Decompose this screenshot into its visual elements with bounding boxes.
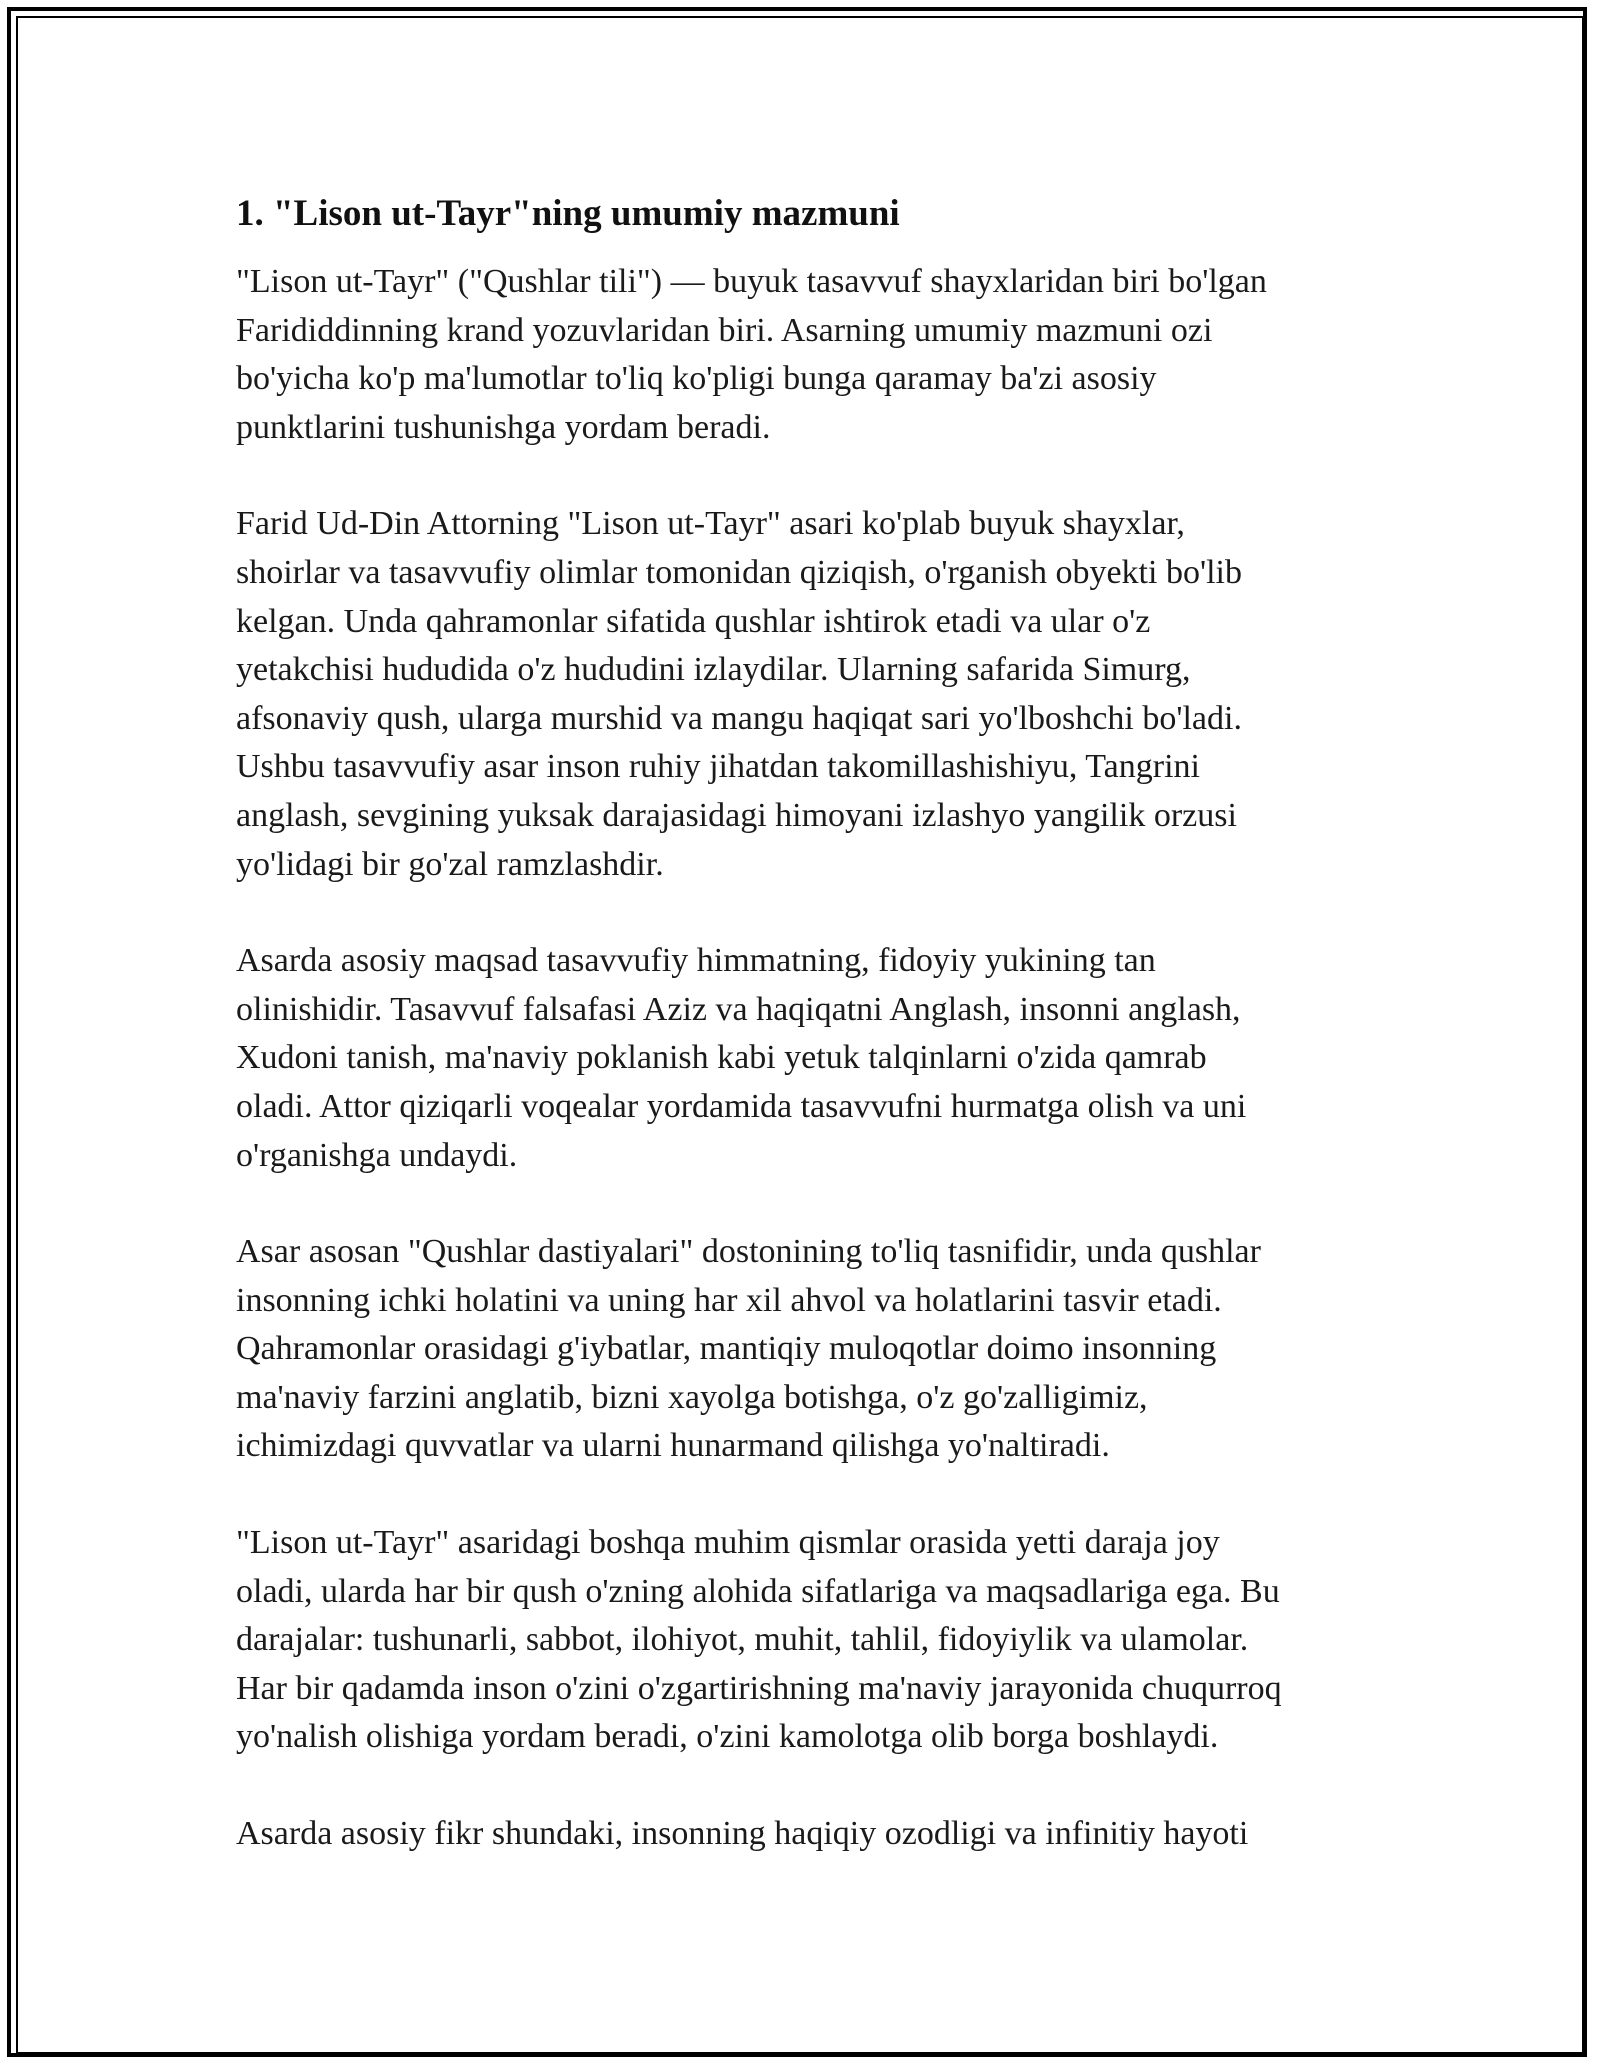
text-line: Asarda asosiy maqsad tasavvufiy himmatning, fidoyiy yukining tan [236,942,1156,980]
paragraph-3 [236,937,1376,1180]
text-line: darajalar: tushunarli, sabbot, ilohiyot, muhit, tahlil, fidoyiylik va ulamolar. [236,1621,1249,1659]
text-line: Farid Ud-Din Attorning "Lison ut-Tayr" asari ko'plab buyuk shayxlar, [236,505,1185,543]
text-line: bo'yicha ko'p ma'lumotlar to'liq ko'pligi bunga qaramay ba'zi asosiy [236,360,1157,398]
text-line: afsonaviy qush, ularga murshid va mangu haqiqat sari yo'lboshchi bo'ladi. [236,699,1242,737]
document-body [236,190,1376,1907]
paragraph-5 [236,1519,1376,1762]
text-line: "Lison ut-Tayr" ("Qushlar tili") — buyuk tasavvuf shayxlaridan biri bo'lgan [236,263,1267,300]
paragraph-6 [236,1810,1376,1859]
text-line: Qahramonlar orasidagi g'iybatlar, mantiqiy muloqotlar doimo insonning [236,1330,1217,1368]
section-heading: 1. "Lison ut-Tayr"ning umumiy mazmuni [236,193,900,234]
text-line: insonning ichki holatini va uning har xil ahvol va holatlarini tasvir etadi. [236,1281,1222,1319]
text-line: kelgan. Unda qahramonlar sifatida qushlar ishtirok etadi va ular o'z [236,602,1151,640]
text-line: Ushbu tasavvufiy asar inson ruhiy jihatdan takomillashishiyu, Tangrini [236,748,1200,786]
text-line: o'rganishga undaydi. [236,1136,518,1174]
text-line: yo'nalish olishiga yordam beradi, o'zini kamolotga olib borga boshlaydi. [236,1718,1219,1756]
text-line: yo'lidagi bir go'zal ramzlashdir. [236,845,664,883]
text-line: Asar asosan "Qushlar dastiyalari" dostonining to'liq tasnifidir, unda qushlar [236,1233,1261,1271]
text-line: Har bir qadamda inson o'zini o'zgartirishning ma'naviy jarayonida chuqurroq [236,1669,1282,1707]
text-line: Asarda asosiy fikr shundaki, insonning haqiqiy ozodligi va infinitiy hayoti [236,1815,1249,1853]
text-line: Farididdinning krand yozuvlaridan biri. Asarning umumiy mazmuni ozi [236,311,1213,349]
text-line: Xudoni tanish, ma'naviy poklanish kabi yetuk talqinlarni o'zida qamrab [236,1039,1207,1077]
paragraph-4 [236,1228,1376,1471]
text-line: yetakchisi hududida o'z hududini izlaydilar. Ularning safarida Simurg, [236,651,1191,689]
text-line: punktlarini tushunishga yordam beradi. [236,408,771,446]
paragraph-2 [236,500,1376,889]
text-line: "Lison ut-Tayr" asaridagi boshqa muhim qismlar orasida yetti daraja joy [236,1524,1220,1562]
text-line: anglash, sevgining yuksak darajasidagi himoyani izlashyo yangilik orzusi [236,796,1237,834]
text-line: oladi, ularda har bir qush o'zning alohida sifatlariga va maqsadlariga ega. Bu [236,1572,1280,1610]
text-line: olinishidir. Tasavvuf falsafasi Aziz va haqiqatni Anglash, insonni anglash, [236,990,1241,1028]
text-line: ma'naviy farzini anglatib, bizni xayolga botishga, o'z go'zalligimiz, [236,1378,1148,1416]
text-line: ichimizdagi quvvatlar va ularni hunarmand qilishga yo'naltiradi. [236,1427,1110,1465]
text-line: oladi. Attor qiziqarli voqealar yordamida tasavvufni hurmatga olish va uni [236,1087,1247,1125]
paragraph-1 [236,258,1376,452]
text-line: shoirlar va tasavvufiy olimlar tomonidan qiziqish, o'rganish obyekti bo'lib [236,553,1242,591]
